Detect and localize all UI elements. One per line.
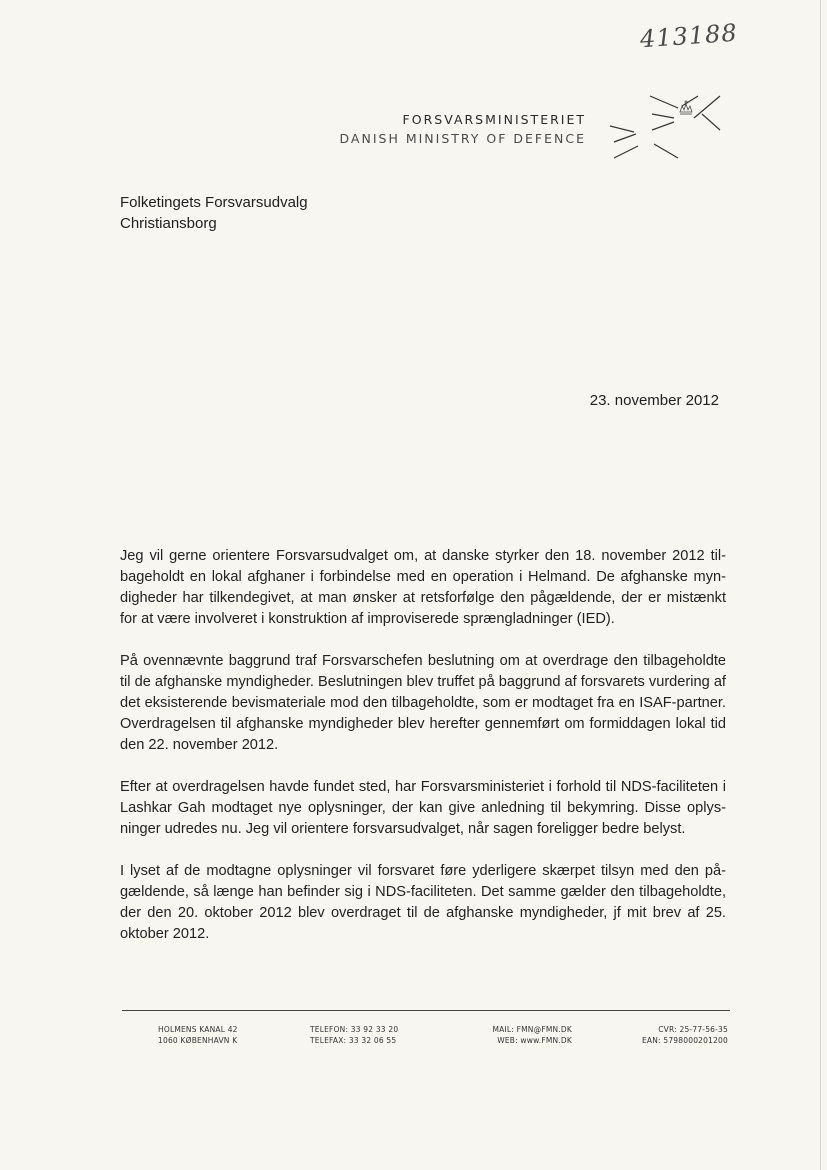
crown-cross-emblem-icon — [604, 90, 724, 162]
footer-ean: EAN: 5798000201200 — [641, 1036, 728, 1045]
crown-icon — [680, 101, 692, 114]
paragraph-4: I lyset af de modtagne oplysninger vil forsvaret føre yderligere skærpet tilsyn med den pågældende, så længe han befinder sig i NDS-faciliteten. Det samme gælder den tilbageholdte, der den 20. oktober 2012 blev overdraget til de afghanske myndigheder, jf mit brev af 25. oktober 2012. — [120, 863, 726, 942]
letter-body — [120, 546, 726, 966]
page-edge — [820, 0, 821, 1170]
footer-address — [158, 1024, 238, 1046]
footer-phone-block — [310, 1024, 398, 1046]
footer-phone: TELEFON: 33 92 33 20 — [310, 1025, 399, 1034]
recipient-line-1: Folketingets Forsvarsudvalg — [120, 194, 308, 211]
ministry-name-english: DANISH MINISTRY OF DEFENCE — [339, 131, 586, 146]
recipient-line-2: Christiansborg — [120, 215, 217, 232]
footer-address-street: HOLMENS KANAL 42 — [158, 1025, 238, 1034]
paragraph-3: Efter at overdragelsen havde fundet sted, har Forsvarsministeriet i forhold til NDS-faciliteten i Lashkar Gah modtaget nye oplysninger, der kan give anledning til bekymring. Disse oplysninger udredes nu. Jeg vil orientere forsvarsudvalget, når sagen foreligger bedre belyst. — [120, 779, 726, 837]
ministry-name-danish: FORSVARSMINISTERIET — [402, 112, 586, 127]
handwritten-doc-number: 413188 — [639, 18, 739, 54]
paragraph-2: På ovennævnte baggrund traf Forsvarschefen beslutning om at overdrage den tilbageholdte til de afghanske myndigheder. Beslutningen blev truffet på baggrund af forsvarets vurdering af det eksisterende bevismateriale mod den tilbageholdte, som er modtaget fra en ISAF-partner. Overdragelsen til afghanske myndigheder blev herefter gennemført om formiddagen lokal tid den 22. november 2012. — [120, 653, 726, 753]
paragraph-1: Jeg vil gerne orientere Forsvarsudvalget om, at danske styrker den 18. november 2012 tilbageholdt en lokal afghaner i forbindelse med en operation i Helmand. De afghanske myndigheder har tilkendegivet, at man ønsker at retsforfølge den pågældende, der er mistænkt for at være involveret i konstruktion af improviserede sprængladninger (IED). — [120, 548, 726, 627]
letter-date: 23. november 2012 — [589, 392, 719, 409]
footer-divider — [122, 1010, 730, 1011]
footer-web-block — [490, 1024, 572, 1046]
footer-address-city: 1060 KØBENHAVN K — [158, 1036, 238, 1045]
letterhead — [340, 110, 586, 148]
footer-fax: TELEFAX: 33 32 06 55 — [310, 1036, 397, 1045]
footer-cvr: CVR: 25-77-56-35 — [658, 1025, 728, 1034]
footer-mail[interactable]: MAIL: FMN@FMN.DK — [492, 1025, 572, 1034]
footer-web[interactable]: WEB: www.FMN.DK — [497, 1036, 572, 1045]
footer-ids — [620, 1024, 728, 1046]
recipient-address — [120, 192, 308, 234]
